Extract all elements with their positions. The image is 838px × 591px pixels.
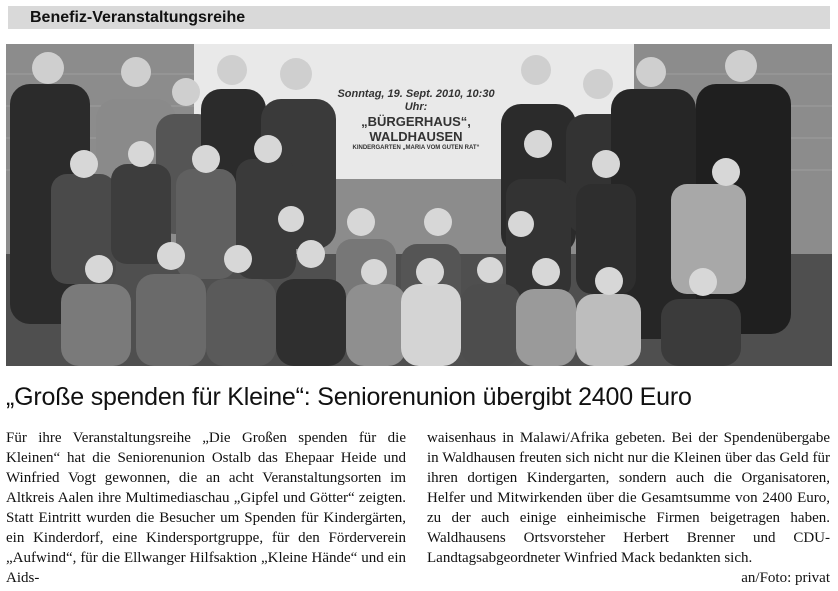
article-column-right [427, 428, 830, 588]
screen-line-kindergarten: KINDERGARTEN „MARIA VOM GUTEN RAT“ [352, 145, 480, 151]
projection-screen-text [328, 88, 504, 152]
photo-credit: an/Foto: privat [741, 570, 830, 586]
left-column-text: Für ihre Veranstaltungsreihe „Die Großen spenden für die Kleinen“ hat die Seniorenunion Ostalb das Ehepaar Heide und Winfried Vogt gewonnen, die an acht Veranstaltungsorten im Altkreis Aalen ihre Multimediaschau „Gipfel und Götter“ zeigten. Statt Eintritt wurden die Besucher um Spenden für Kindergärten, ein Kinderdorf, eine Kindersportgruppe, für den Förderverein „Aufwind“, für die Ellwanger Hilfsaktion „Kleine Hände“ und ein Aids- [6, 430, 406, 586]
article-column-left [6, 428, 406, 588]
group-photo [6, 44, 832, 366]
screen-line-venue: „BÜRGERHAUS“, WALDHAUSEN [361, 114, 471, 144]
section-kicker: Benefiz-Veranstaltungsreihe [8, 6, 830, 29]
right-column-text: waisenhaus in Malawi/Afrika gebeten. Bei der Spendenübergabe in Waldhausen freuten sich nicht nur die Kleinen über das Geld für ihren dortigen Kindergarten, sondern auch die Organisatoren, Helfer und Mitwirkenden über die Gesamtsumme von 2400 Euro, zu der auch einige einheimische Firmen beigetragen haben. Waldhausens Ortsvorsteher Herbert Brenner und CDU-Landtagsabgeordneter Winfried Mack bedankten sich. [427, 430, 830, 566]
screen-line-date: Sonntag, 19. Sept. 2010, 10:30 Uhr: [337, 88, 495, 113]
article-headline: „Große spenden für Kleine“: Seniorenunion übergibt 2400 Euro [6, 383, 692, 411]
